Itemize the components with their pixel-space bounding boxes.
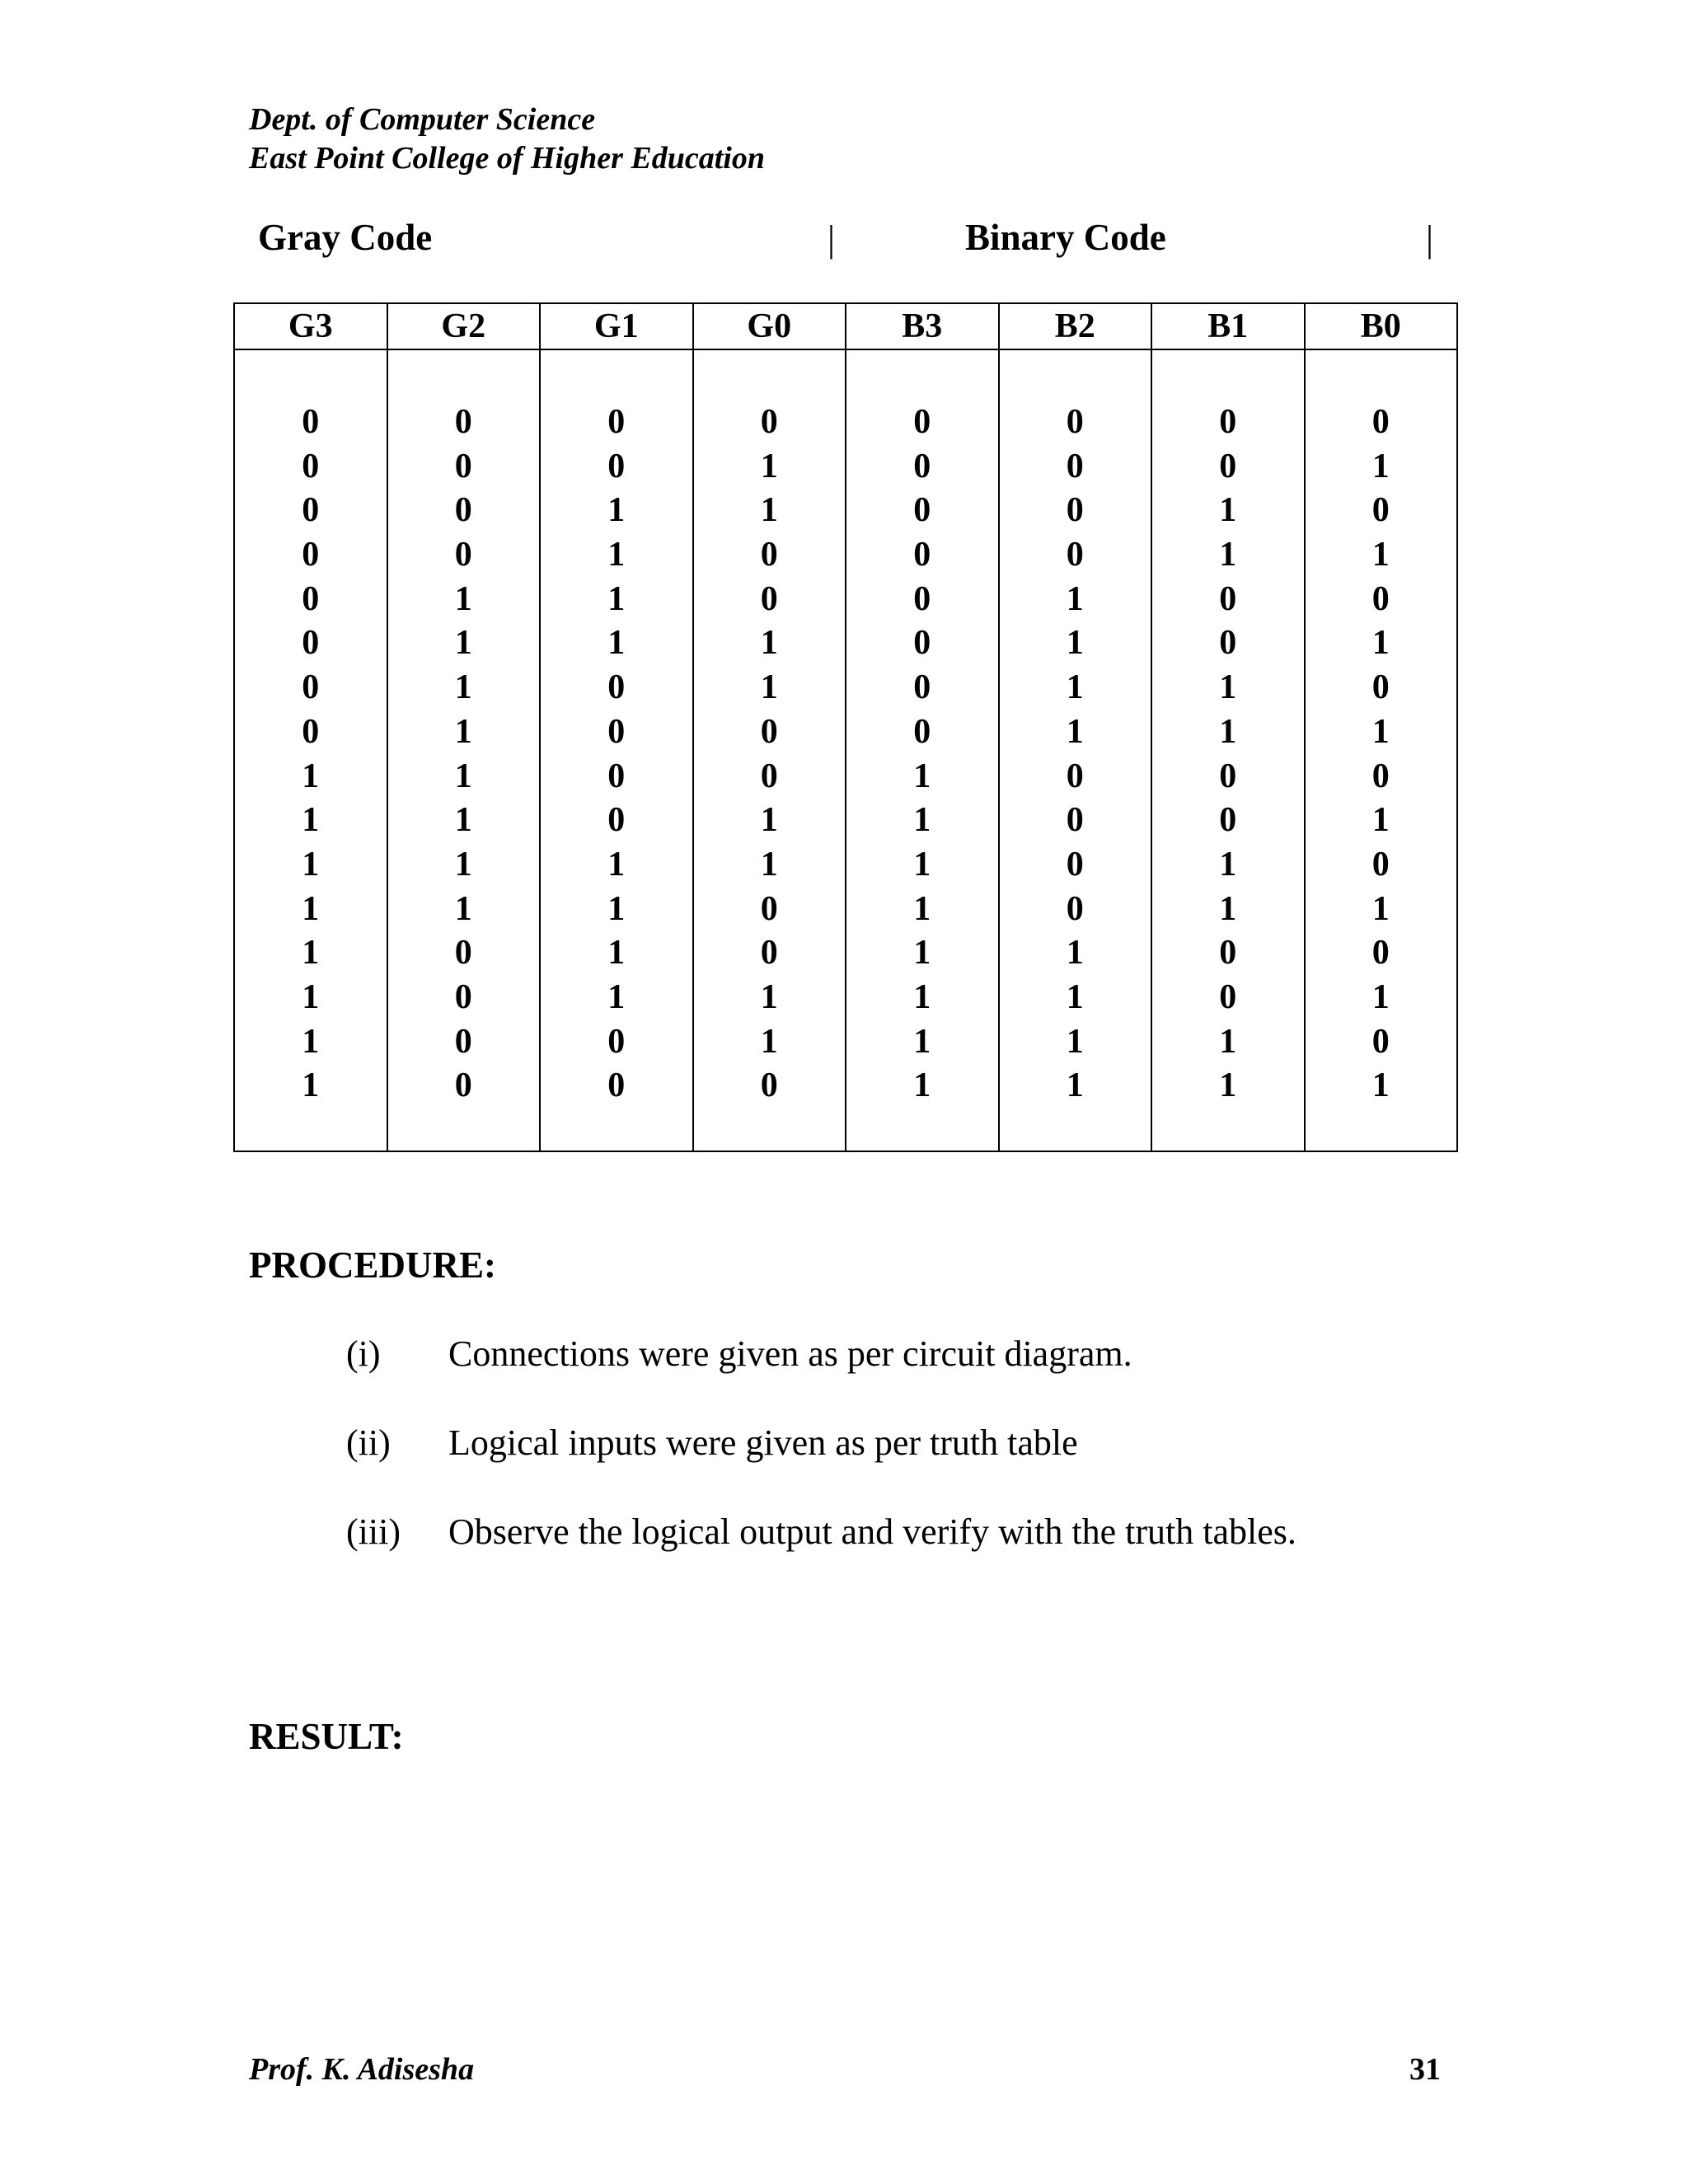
table-cell: 0 [1219, 977, 1237, 1016]
column-header-b1: B1 [1151, 303, 1305, 349]
gray-code-heading: Gray Code [258, 217, 433, 258]
column-values-g0 [693, 349, 846, 1151]
table-cell: 1 [913, 757, 931, 795]
table-cell: 0 [454, 1066, 472, 1105]
table-cell: 1 [1372, 624, 1390, 663]
column-values-b1 [1151, 349, 1305, 1151]
table-cell: 0 [302, 579, 320, 618]
table-cell: 1 [1219, 1022, 1237, 1061]
table-cell: 0 [1066, 447, 1084, 485]
column-header-g3: G3 [234, 303, 387, 349]
table-cell: 0 [454, 934, 472, 972]
table-cell: 0 [913, 668, 931, 707]
table-cell: 1 [1372, 801, 1390, 840]
column-header-g2: G2 [387, 303, 541, 349]
table-cell: 1 [1219, 712, 1237, 751]
table-cell: 1 [1219, 845, 1237, 883]
table-cell: 1 [1066, 624, 1084, 663]
table-cell: 1 [454, 668, 472, 707]
table-cell: 0 [913, 712, 931, 751]
table-cell: 0 [760, 1066, 778, 1105]
table-cell: 1 [1219, 889, 1237, 928]
table-cell: 0 [1372, 757, 1390, 795]
table-cell: 0 [760, 579, 778, 618]
table-cell: 1 [1066, 1022, 1084, 1061]
table-cell: 1 [607, 889, 626, 928]
table-cell: 1 [1372, 447, 1390, 485]
table-cell: 0 [302, 624, 320, 663]
table-cell: 0 [302, 491, 320, 530]
table-cell: 0 [1219, 624, 1237, 663]
table-cell: 1 [302, 801, 320, 840]
table-cell: 0 [1066, 757, 1084, 795]
table-cell: 1 [913, 845, 931, 883]
table-cell: 1 [913, 889, 931, 928]
table-cell: 1 [454, 845, 472, 883]
table-cell: 0 [1066, 403, 1084, 441]
table-cell: 0 [607, 801, 626, 840]
heading-separator-1: | [828, 218, 836, 260]
step-number: (ii) [346, 1422, 391, 1463]
result-title: RESULT: [249, 1716, 404, 1757]
column-values-g3 [234, 349, 387, 1151]
table-cell: 0 [760, 934, 778, 972]
table-cell: 1 [454, 624, 472, 663]
table-cell: 1 [1066, 977, 1084, 1016]
table-cell: 0 [607, 712, 626, 751]
table-cell: 0 [913, 403, 931, 441]
table-cell: 0 [913, 491, 931, 530]
step-number: (i) [346, 1333, 381, 1374]
table-cell: 0 [913, 579, 931, 618]
table-cell: 1 [302, 1022, 320, 1061]
table-cell: 0 [1372, 1022, 1390, 1061]
table-cell: 0 [913, 536, 931, 574]
table-body-row [234, 349, 1457, 1151]
table-cell: 0 [607, 1066, 626, 1105]
table-cell: 0 [1372, 845, 1390, 883]
table-header-row [234, 303, 1457, 349]
table-cell: 1 [913, 1066, 931, 1105]
table-cell: 1 [454, 712, 472, 751]
table-cell: 0 [1219, 757, 1237, 795]
table-cell: 1 [1219, 536, 1237, 574]
table-cell: 1 [454, 757, 472, 795]
table-cell: 0 [1066, 491, 1084, 530]
table-cell: 0 [302, 668, 320, 707]
table-cell: 0 [454, 403, 472, 441]
table-cell: 1 [302, 889, 320, 928]
table-cell: 0 [454, 536, 472, 574]
table-cell: 0 [1219, 934, 1237, 972]
table-cell: 1 [1066, 934, 1084, 972]
procedure-step-2 [346, 1420, 1078, 1466]
table-cell: 0 [454, 977, 472, 1016]
table-cell: 1 [1372, 712, 1390, 751]
table-cell: 1 [454, 579, 472, 618]
table-cell: 1 [913, 934, 931, 972]
table-cell: 0 [1219, 801, 1237, 840]
table-cell: 1 [1372, 977, 1390, 1016]
column-values-b3 [846, 349, 999, 1151]
table-cell: 1 [607, 491, 626, 530]
gray-to-binary-truth-table [233, 302, 1458, 1152]
procedure-title: PROCEDURE: [249, 1244, 496, 1286]
table-cell: 1 [913, 977, 931, 1016]
header-college: East Point College of Higher Education [249, 141, 765, 176]
table-cell: 1 [760, 447, 778, 485]
table-cell: 1 [607, 845, 626, 883]
table-cell: 1 [1372, 1066, 1390, 1105]
table-cell: 0 [760, 536, 778, 574]
table-cell: 1 [913, 801, 931, 840]
table-cell: 0 [1066, 889, 1084, 928]
table-cell: 0 [760, 757, 778, 795]
table-cell: 0 [454, 491, 472, 530]
table-cell: 0 [607, 447, 626, 485]
table-cell: 0 [607, 1022, 626, 1061]
heading-separator-2: | [1426, 218, 1434, 260]
table-cell: 0 [607, 757, 626, 795]
table-cell: 1 [454, 889, 472, 928]
table-cell: 1 [1372, 536, 1390, 574]
procedure-step-3 [346, 1509, 1296, 1555]
table-cell: 1 [607, 977, 626, 1016]
step-text: Logical inputs were given as per truth table [448, 1422, 1078, 1463]
footer-author: Prof. K. Adisesha [249, 2052, 475, 2087]
table-cell: 1 [760, 624, 778, 663]
column-values-b2 [999, 349, 1152, 1151]
table-cell: 0 [302, 712, 320, 751]
table-cell: 1 [302, 934, 320, 972]
table-cell: 0 [1372, 934, 1390, 972]
column-values-b0 [1305, 349, 1458, 1151]
column-header-g1: G1 [540, 303, 693, 349]
table-cell: 1 [607, 624, 626, 663]
table-cell: 1 [302, 757, 320, 795]
table-cell: 1 [1066, 712, 1084, 751]
binary-code-heading: Binary Code [965, 217, 1166, 258]
table-cell: 1 [607, 536, 626, 574]
table-cell: 1 [760, 491, 778, 530]
page-number: 31 [1409, 2052, 1441, 2087]
table-cell: 1 [913, 1022, 931, 1061]
column-header-b0: B0 [1305, 303, 1458, 349]
table-cell: 0 [1066, 536, 1084, 574]
table-cell: 0 [302, 536, 320, 574]
column-header-b3: B3 [846, 303, 999, 349]
table-cell: 1 [1066, 1066, 1084, 1105]
column-values-g1 [540, 349, 693, 1151]
table-cell: 1 [302, 845, 320, 883]
table-cell: 0 [1219, 579, 1237, 618]
table-cell: 1 [760, 801, 778, 840]
table-cell: 0 [1066, 845, 1084, 883]
table-cell: 1 [1219, 1066, 1237, 1105]
table-cell: 0 [1219, 403, 1237, 441]
step-text: Connections were given as per circuit diagram. [448, 1333, 1132, 1374]
table-cell: 0 [1372, 403, 1390, 441]
table-cell: 1 [1372, 889, 1390, 928]
table-cell: 0 [302, 447, 320, 485]
table-cell: 1 [1219, 668, 1237, 707]
table-cell: 0 [760, 403, 778, 441]
table-cell: 0 [454, 447, 472, 485]
column-values-g2 [387, 349, 541, 1151]
table-cell: 0 [760, 712, 778, 751]
table-cell: 0 [1372, 491, 1390, 530]
header-department: Dept. of Computer Science [249, 102, 596, 137]
table-cell: 0 [1372, 579, 1390, 618]
table-cell: 1 [1066, 579, 1084, 618]
table-cell: 1 [1066, 668, 1084, 707]
table-cell: 0 [760, 889, 778, 928]
table-cell: 0 [1066, 801, 1084, 840]
table-cell: 0 [913, 447, 931, 485]
table-cell: 1 [302, 1066, 320, 1105]
table-cell: 1 [454, 801, 472, 840]
table-cell: 0 [302, 403, 320, 441]
procedure-step-1 [346, 1331, 1132, 1377]
table-cell: 0 [1219, 447, 1237, 485]
table-cell: 1 [760, 668, 778, 707]
step-number: (iii) [346, 1511, 401, 1552]
table-cell: 1 [607, 934, 626, 972]
table-cell: 0 [607, 668, 626, 707]
column-header-b2: B2 [999, 303, 1152, 349]
table-cell: 1 [607, 579, 626, 618]
table-cell: 1 [760, 977, 778, 1016]
table-cell: 1 [760, 845, 778, 883]
table-cell: 1 [760, 1022, 778, 1061]
table-cell: 1 [1219, 491, 1237, 530]
table-cell: 0 [607, 403, 626, 441]
column-header-g0: G0 [693, 303, 846, 349]
table-cell: 0 [1372, 668, 1390, 707]
table-cell: 1 [302, 977, 320, 1016]
table-cell: 0 [913, 624, 931, 663]
step-text: Observe the logical output and verify with the truth tables. [448, 1511, 1296, 1552]
table-cell: 0 [454, 1022, 472, 1061]
